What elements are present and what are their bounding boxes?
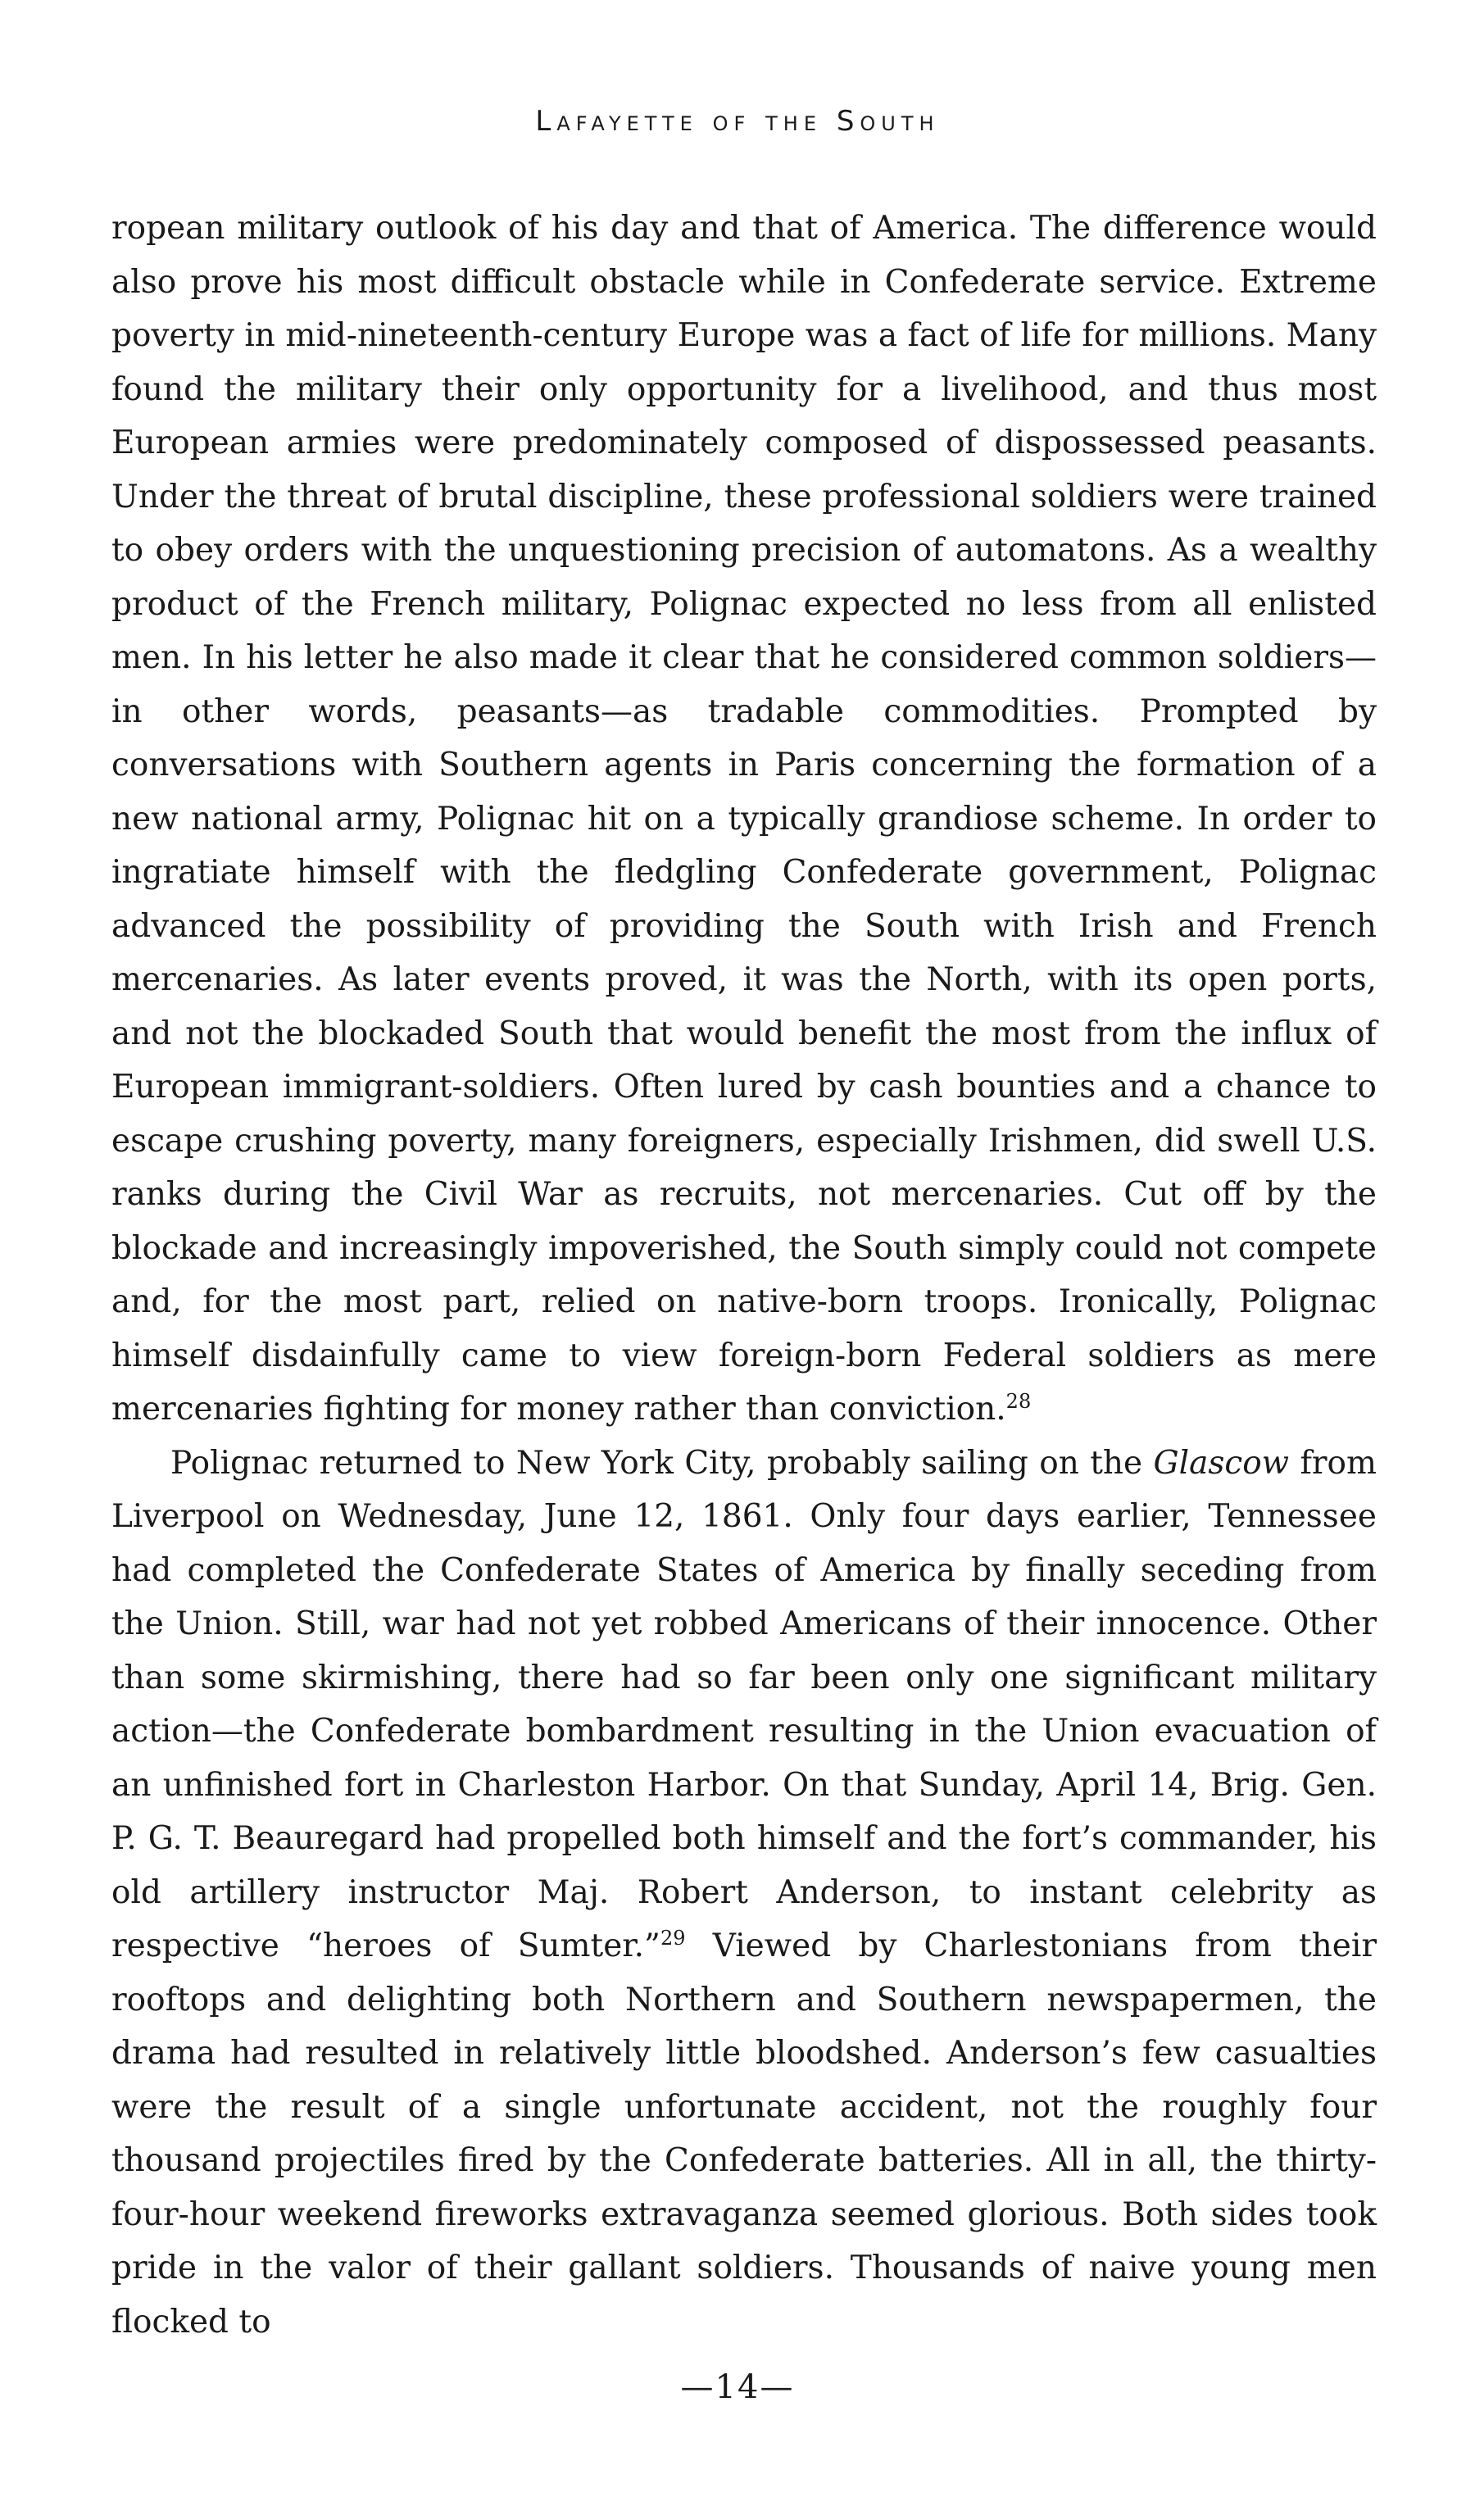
paragraph-text: Polignac returned to New York City, probably sailing on the — [170, 1444, 1154, 1482]
ship-name: Glascow — [1153, 1444, 1290, 1482]
footnote-marker: 29 — [660, 1927, 686, 1950]
paragraph — [111, 1437, 1377, 2350]
paragraph — [111, 202, 1377, 1437]
paragraph-text: Viewed by Charlestonians from their rooftops and delighting both Northern and Southern newspapermen, the drama had resulted in relatively little bloodshed. Anderson’s few casualties were the result of a single unfortunate accident, not the roughly four thousand projectiles fired by the Confederate batteries. All in all, the thirty-four-hour weekend fireworks extravaganza seemed glorious. Both sides took pride in the valor of their gallant soldiers. Thousands of naive young men flocked to — [111, 1927, 1377, 2341]
body-text — [111, 202, 1377, 2349]
running-head: Lafayette of the South — [535, 105, 940, 138]
footnote-marker: 28 — [1005, 1390, 1032, 1413]
paragraph-text: from Liverpool on Wednesday, June 12, 1861. Only four days earlier, Tennessee had completed the Confederate States of America by finally seceding from the Union. Still, war had not yet robbed Americans of their innocence. Other than some skirmishing, there had so far been only one significant military action—the Confederate bombardment resulting in the Union evacuation of an unfinished fort in Charleston Harbor. On that Sunday, April 14, Brig. Gen. P. G. T. Beauregard had propelled both himself and the fort’s commander, his old artillery instructor Maj. Robert Anderson, to instant celebrity as respective “heroes of Sumter.” — [111, 1444, 1377, 1964]
page-number: —14— — [680, 2368, 795, 2406]
paragraph-text: ropean military outlook of his day and that of America. The difference would also prove his most difficult obstacle while in Confederate service. Extreme poverty in mid-nineteenth-century Europe was a fact of life for millions. Many found the military their only opportunity for a livelihood, and thus most European armies were predominately composed of dispossessed peasants. Under the threat of brutal discipline, these professional soldiers were trained to obey orders with the unquestioning precision of automatons. As a wealthy product of the French military, Polignac expected no less from all enlisted men. In his letter he also made it clear that he considered common soldiers—in other words, peasants—as tradable commodities. Prompted by conversations with Southern agents in Paris concerning the formation of a new national army, Polignac hit on a typically grandiose scheme. In order to ingratiate himself with the fledgling Confederate government, Polignac advanced the possibility of providing the South with Irish and French mercenaries. As later events proved, it was the North, with its open ports, and not the blockaded South that would benefit the most from the influx of European immigrant-soldiers. Often lured by cash bounties and a chance to escape crushing poverty, many foreigners, especially Irishmen, did swell U.S. ranks during the Civil War as recruits, not mercenaries. Cut off by the blockade and increasingly impoverished, the South simply could not compete and, for the most part, relied on native-born troops. Ironically, Polignac himself disdainfully came to view foreign-born Federal soldiers as mere mercenaries fighting for money rather than conviction. — [111, 210, 1377, 1428]
